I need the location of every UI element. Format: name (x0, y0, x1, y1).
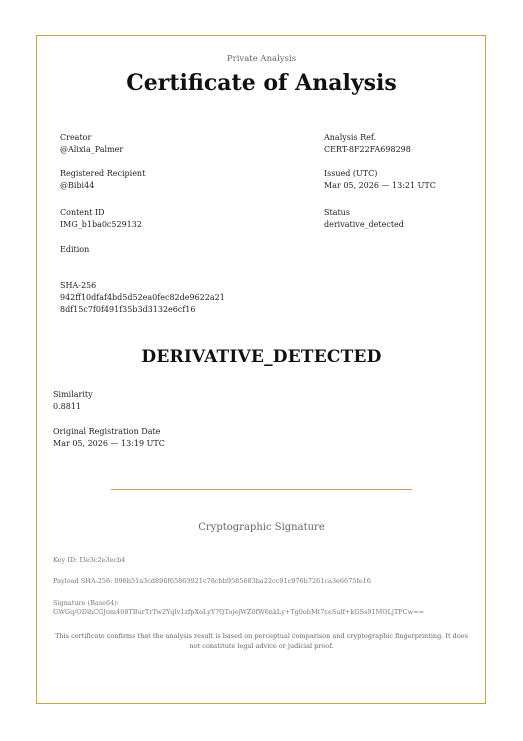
sha256-field (60, 280, 225, 316)
analysis-ref-value: CERT-8F22FA698298 (324, 145, 411, 154)
result-status-heading: DERIVATIVE_DETECTED (141, 347, 382, 367)
signature-label: Signature (Base64): (53, 599, 119, 607)
analysis-ref-field (324, 132, 411, 156)
content-id-field (60, 207, 142, 231)
original-date-field (53, 426, 165, 450)
content-id-value: IMG_b1ba0c529132 (60, 220, 142, 229)
similarity-field (53, 389, 93, 413)
original-date-label: Original Registration Date (53, 427, 161, 436)
kicker-label: Private Analysis (226, 54, 297, 64)
recipient-value: @Bibi44 (60, 181, 95, 190)
similarity-value: 0.8811 (53, 402, 81, 411)
section-divider (111, 489, 412, 490)
issued-field (324, 168, 436, 192)
status-value: derivative_detected (324, 220, 404, 229)
signature-value: GWGq/ODihCGJom408TBurTrTw2Yqlv1zfpXoLyY7QTojejWZ0fW6nkLy+Tg0obMt7ceSulf+kGSs91MOLjTPCw== (53, 608, 425, 616)
recipient-field (60, 168, 145, 192)
status-label: Status (324, 208, 350, 217)
status-field (324, 207, 404, 231)
issued-value: Mar 05, 2026 — 13:21 UTC (324, 181, 436, 190)
creator-field (60, 132, 123, 156)
sha256-line-2: 8df15c7f0f491f35b3d3132e6cf16 (60, 305, 196, 314)
sha256-line-1: 942ff10dfaf4bd5d52ea0fec82de9622a21 (60, 293, 225, 302)
payload-sha256: Payload SHA-256: 096b51a3cd896f65863921c78cbb9585683ba22cc91c976b7261ca3e6675fe16 (53, 577, 371, 585)
edition-field (60, 244, 89, 256)
content-id-label: Content ID (60, 208, 105, 217)
sha256-label: SHA-256 (60, 281, 97, 290)
key-id: Key ID: f3e3c2e3ecb4 (53, 556, 126, 564)
creator-label: Creator (60, 133, 92, 142)
edition-label: Edition (60, 245, 90, 254)
signature-heading: Cryptographic Signature (198, 522, 325, 533)
disclaimer-text: This certificate confirms that the analysis result is based on perceptual comparison and cryptographic fingerprinting. It does not constitute legal advice or judicial proof. (55, 632, 468, 650)
recipient-label: Registered Recipient (60, 169, 146, 178)
original-date-value: Mar 05, 2026 — 13:19 UTC (53, 439, 165, 448)
issued-label: Issued (UTC) (324, 169, 378, 178)
analysis-ref-label: Analysis Ref. (324, 133, 377, 142)
certificate-title: Certificate of Analysis (126, 70, 397, 96)
creator-value: @Alixia_Palmer (60, 145, 124, 154)
similarity-label: Similarity (53, 390, 93, 399)
